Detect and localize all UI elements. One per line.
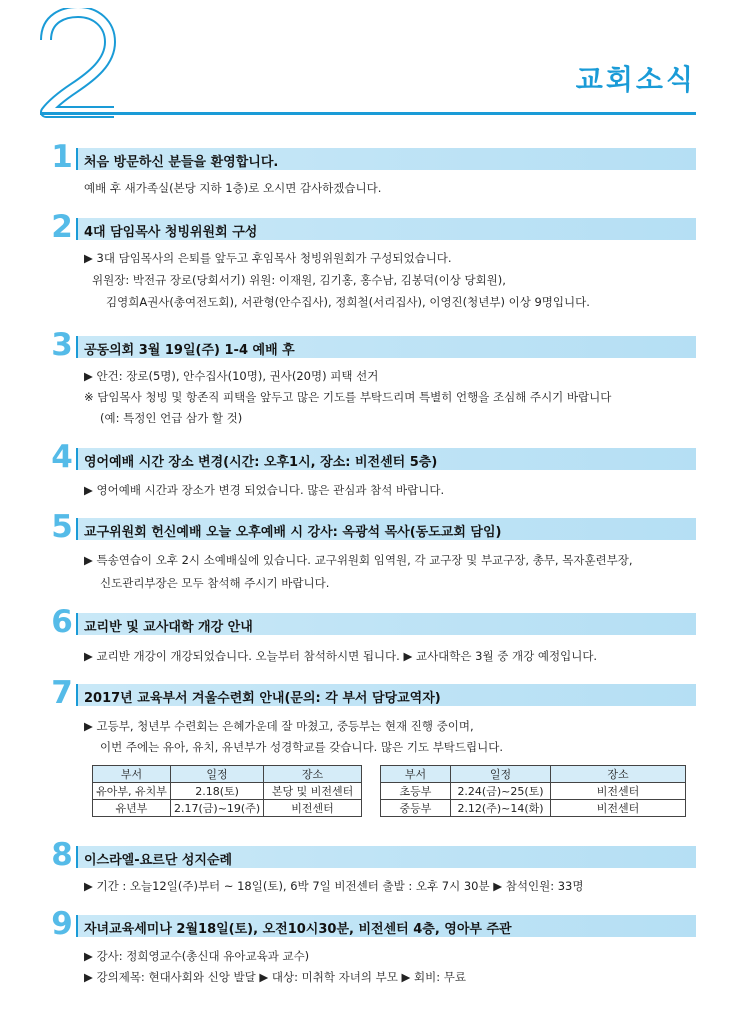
schedule-table-right [380, 765, 686, 817]
table-header: 부서 [93, 766, 171, 783]
section-title: 자녀교육세미나 2월18일(토), 오전10시30분, 비전센터 4층, 영아부 주관 [84, 922, 512, 937]
section-text: ▶ 고등부, 청년부 수련회는 은혜가운데 잘 마쳤고, 중등부는 현재 진행 중이며, [84, 719, 474, 733]
section-title: 2017년 교육부서 겨울수련회 안내(문의: 각 부서 담당교역자) [84, 691, 441, 706]
table-header: 일정 [171, 766, 264, 783]
section-text: 위원장: 박전규 장로(당회서기) 위원: 이재원, 김기홍, 홍수남, 김봉덕(이상 당회원), [92, 273, 506, 287]
section-text: ▶ 영어예배 시간과 장소가 변경 되었습니다. 많은 관심과 참석 바랍니다. [84, 483, 445, 497]
section-text: ▶ 특송연습이 오후 2시 소예배실에 있습니다. 교구위원회 임역원, 각 교구장 및 부교구장, 총무, 목자훈련부장, [84, 553, 633, 567]
table-cell: 초등부 [381, 783, 451, 800]
section-number: 1 [51, 139, 73, 175]
section-title: 처음 방문하신 분들을 환영합니다. [84, 155, 279, 170]
section-number: 8 [51, 837, 73, 873]
section-title: 영어예배 시간 장소 변경(시간: 오후1시, 장소: 비전센터 5층) [84, 455, 438, 470]
page-title: 교회소식 [575, 63, 696, 96]
section-text: ▶ 강사: 정희영교수(총신대 유아교육과 교수) [84, 949, 310, 963]
section-title: 교구위원회 헌신예배 오늘 오후예배 시 강사: 옥광석 목사(동도교회 담임) [84, 525, 502, 540]
table-cell: 본당 및 비전센터 [264, 783, 362, 800]
page-number-text: 2 [34, 8, 35, 9]
section-title: 교리반 및 교사대학 개강 안내 [84, 620, 253, 635]
section-text: ▶ 교리반 개강이 개강되었습니다. 오늘부터 참석하시면 됩니다. ▶ 교사대학은 3월 중 개강 예정입니다. [84, 649, 598, 663]
table-cell: 비전센터 [264, 800, 362, 817]
section-text: ※ 담임목사 청빙 및 항존직 피택을 앞두고 많은 기도를 부탁드리며 특별히 언행을 조심해 주시기 바랍니다 [84, 390, 612, 404]
section-text: 김영희A권사(총여전도회), 서관형(안수집사), 정희철(서리집사), 이영진(청년부) 이상 9명입니다. [106, 295, 590, 309]
section-text: 이번 주에는 유아, 유치, 유년부가 성경학교를 갖습니다. 많은 기도 부탁드립니다. [100, 740, 504, 754]
section-number: 7 [51, 675, 73, 711]
section-text: ▶ 기간 : 오늘12일(주)부터 ~ 18일(토), 6박 7일 비전센터 출발 : 오후 7시 30분 ▶ 참석인원: 33명 [84, 879, 584, 893]
section-number: 5 [51, 509, 73, 545]
table-cell: 유아부, 유치부 [93, 783, 171, 800]
table-cell: 비전센터 [551, 800, 686, 817]
section-text: ▶ 안건: 장로(5명), 안수집사(10명), 권사(20명) 피택 선거 [84, 369, 379, 383]
table-row [93, 800, 362, 817]
table-header-row [381, 766, 686, 783]
section-text: ▶ 3대 담임목사의 은퇴를 앞두고 후임목사 청빙위원회가 구성되었습니다. [84, 251, 452, 265]
section-text: 예배 후 새가족실(본당 지하 1층)로 오시면 감사하겠습니다. [84, 181, 382, 195]
table-cell: 2.18(토) [171, 783, 264, 800]
section-text: 신도관리부장은 모두 참석해 주시기 바랍니다. [100, 576, 330, 590]
page-number [34, 8, 120, 118]
section-number: 3 [51, 327, 73, 363]
section-text: (예: 특정인 언급 삼가 할 것) [100, 411, 243, 425]
section-title: 이스라엘-요르단 성지순례 [84, 853, 233, 868]
header-rule [40, 112, 696, 115]
table-row [381, 783, 686, 800]
section-number: 6 [51, 604, 73, 640]
schedule-table-left [92, 765, 362, 817]
table-header: 일정 [451, 766, 551, 783]
section-text: ▶ 강의제목: 현대사회와 신앙 발달 ▶ 대상: 미취학 자녀의 부모 ▶ 회비: 무료 [84, 970, 466, 984]
table-cell: 2.24(금)~25(토) [451, 783, 551, 800]
table-header-row [93, 766, 362, 783]
section-number: 2 [51, 209, 73, 245]
table-row [93, 783, 362, 800]
table-header: 장소 [551, 766, 686, 783]
table-cell: 중등부 [381, 800, 451, 817]
table-header: 부서 [381, 766, 451, 783]
table-header: 장소 [264, 766, 362, 783]
section-title: 4대 담임목사 청빙위원회 구성 [84, 225, 258, 240]
section-number: 4 [51, 439, 73, 475]
section-title: 공동의회 3월 19일(주) 1-4 예배 후 [84, 343, 295, 358]
section-number: 9 [51, 906, 73, 942]
table-cell: 2.12(주)~14(화) [451, 800, 551, 817]
table-cell: 유년부 [93, 800, 171, 817]
table-cell: 2.17(금)~19(주) [171, 800, 264, 817]
table-cell: 비전센터 [551, 783, 686, 800]
table-row [381, 800, 686, 817]
